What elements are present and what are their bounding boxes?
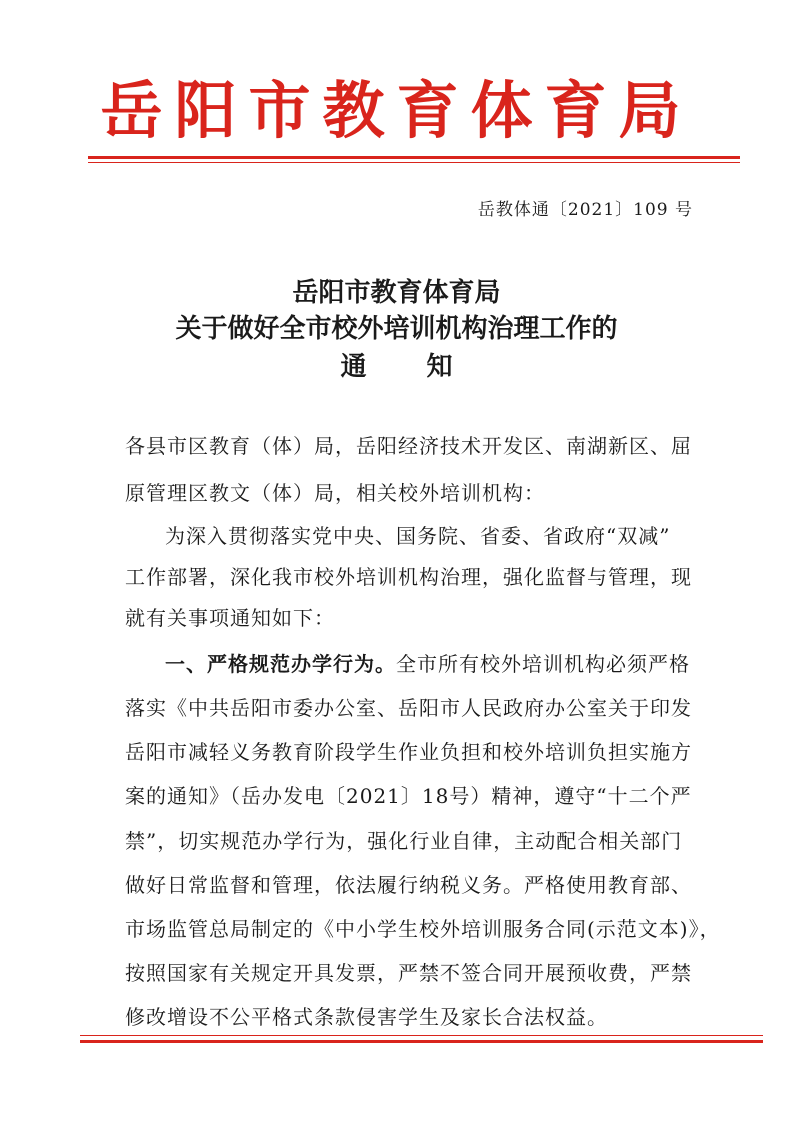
masthead-title: 岳阳市教育体育局 (100, 74, 693, 147)
title-line-3 (0, 352, 793, 383)
section1-line-1-text: 全市所有校外培训机构必须严格 (396, 652, 690, 676)
section1-line-5: 禁”，切实规范办学行为，强化行业自律，主动配合相关部门 (125, 829, 683, 853)
document-number: 岳教体通〔2021〕109 号 (477, 200, 693, 220)
intro-line-1: 为深入贯彻落实党中央、国务院、省委、省政府“双减” (165, 524, 671, 548)
footer-red-rule-thin (80, 1035, 763, 1036)
section1-line-9: 修改增设不公平格式条款侵害学生及家长合法权益。 (125, 1005, 608, 1029)
title-line-1: 岳阳市教育体育局 (292, 278, 501, 308)
header-red-rule-thin (88, 162, 740, 163)
header-red-rule (88, 156, 740, 159)
section1-line-4: 案的通知》（岳办发电〔2021〕18号）精神，遵守“十二个严 (125, 784, 692, 808)
section1-line-6: 做好日常监督和管理，依法履行纳税义务。严格使用教育部、 (125, 873, 692, 897)
section1-line-1 (165, 652, 715, 676)
title-line-3-part-b: 知 (426, 352, 453, 382)
footer-red-rule (80, 1040, 763, 1043)
section1-heading: 一、严格规范办学行为。 (165, 652, 396, 676)
section1-line-2: 落实《中共岳阳市委办公室、岳阳市人民政府办公室关于印发 (125, 696, 692, 720)
addressee-line-1: 各县市区教育（体）局，岳阳经济技术开发区、南湖新区、屈 (125, 434, 692, 458)
addressee-line-2: 原管理区教文（体）局，相关校外培训机构： (125, 481, 545, 505)
section1-line-3: 岳阳市减轻义务教育阶段学生作业负担和校外培训负担实施方 (125, 740, 692, 764)
section1-line-7: 市场监管总局制定的《中小学生校外培训服务合同(示范文本)》， (125, 917, 721, 941)
section1-line-8: 按照国家有关规定开具发票，严禁不签合同开展预收费，严禁 (125, 961, 692, 985)
intro-line-2: 工作部署，深化我市校外培训机构治理，强化监督与管理，现 (125, 565, 692, 589)
intro-line-3: 就有关事项通知如下： (125, 606, 335, 630)
title-line-2: 关于做好全市校外培训机构治理工作的 (175, 314, 618, 344)
title-line-3-part-a: 通 (340, 352, 367, 382)
